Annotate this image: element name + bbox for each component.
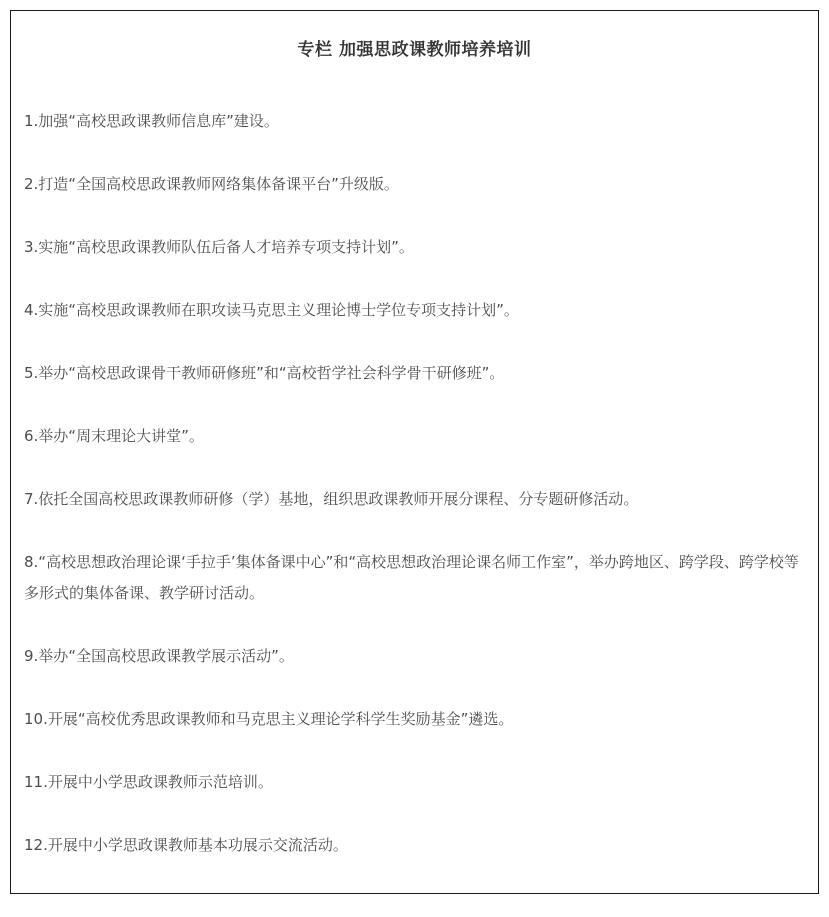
list-item-3: 3.实施“高校思政课教师队伍后备人才培养专项支持计划”。 xyxy=(24,238,414,256)
list-item-9: 9.举办“全国高校思政课教学展示活动”。 xyxy=(24,647,294,665)
panel-title: 专栏 加强思政课教师培养培训 xyxy=(297,40,532,60)
list-item-4: 4.实施“高校思政课教师在职攻读马克思主义理论博士学位专项支持计划”。 xyxy=(24,301,519,319)
list-item-7: 7.依托全国高校思政课教师研修（学）基地，组织思政课教师开展分课程、分专题研修活动。 xyxy=(24,490,639,508)
list-item-1: 1.加强“高校思政课教师信息库”建设。 xyxy=(24,112,279,130)
list-item-2: 2.打造“全国高校思政课教师网络集体备课平台”升级版。 xyxy=(24,175,399,193)
list-item-11: 11.开展中小学思政课教师示范培训。 xyxy=(24,773,273,791)
column-panel xyxy=(10,10,819,894)
list-item-12: 12.开展中小学思政课教师基本功展示交流活动。 xyxy=(24,836,348,854)
list-item-6: 6.举办“周末理论大讲堂”。 xyxy=(24,427,204,445)
list-item-10: 10.开展“高校优秀思政课教师和马克思主义理论学科学生奖励基金”遴选。 xyxy=(24,710,514,728)
list-item-5: 5.举办“高校思政课骨干教师研修班”和“高校哲学社会科学骨干研修班”。 xyxy=(24,364,505,382)
list-item-8: 8.“高校思想政治理论课‘手拉手’集体备课中心”和“高校思想政治理论课名师工作室”，举办跨地区、跨学段、跨学校等多形式的集体备课、教学研讨活动。 xyxy=(24,553,799,602)
